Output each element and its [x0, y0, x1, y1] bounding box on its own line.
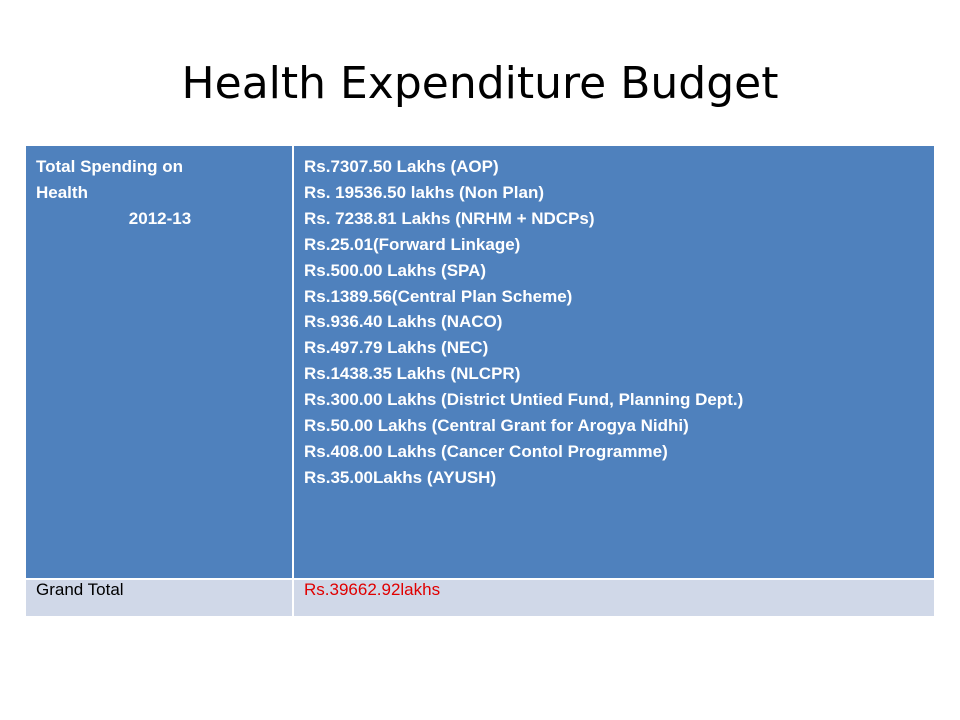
slide-title: Health Expenditure Budget	[181, 58, 779, 109]
grand-total-value: Rs.39662.92lakhs	[293, 579, 935, 617]
budget-item: Rs.7307.50 Lakhs (AOP)	[304, 157, 499, 176]
budget-item: Rs.50.00 Lakhs (Central Grant for Arogya Nidhi)	[304, 416, 689, 436]
table-row	[25, 579, 935, 617]
label-line-2: Health	[36, 183, 88, 202]
label-year: 2012-13	[128, 209, 192, 228]
budget-item: Rs. 7238.81 Lakhs (NRHM + NDCPs)	[304, 208, 595, 228]
grand-total-label: Grand Total	[25, 579, 293, 617]
table-row	[25, 145, 935, 579]
budget-item: Rs.35.00Lakhs (AYUSH)	[304, 467, 497, 487]
spending-label-cell	[25, 145, 293, 579]
budget-item: Rs.1389.56(Central Plan Scheme)	[304, 286, 573, 306]
budget-item: Rs.408.00 Lakhs (Cancer Contol Programme)	[304, 441, 668, 461]
budget-item: Rs.500.00 Lakhs (SPA)	[304, 260, 487, 280]
budget-item: Rs.497.79 Lakhs (NEC)	[304, 338, 489, 358]
budget-item: Rs.936.40 Lakhs (NACO)	[304, 312, 503, 332]
budget-item: Rs.1438.35 Lakhs (NLCPR)	[304, 364, 521, 384]
budget-item: Rs.25.01(Forward Linkage)	[304, 234, 521, 254]
budget-item: Rs.300.00 Lakhs (District Untied Fund, Planning Dept.)	[304, 390, 744, 410]
budget-item: Rs. 19536.50 lakhs (Non Plan)	[304, 182, 544, 202]
spending-items-cell	[293, 145, 935, 579]
budget-table	[24, 144, 936, 618]
label-line-1: Total Spending on	[36, 157, 183, 176]
